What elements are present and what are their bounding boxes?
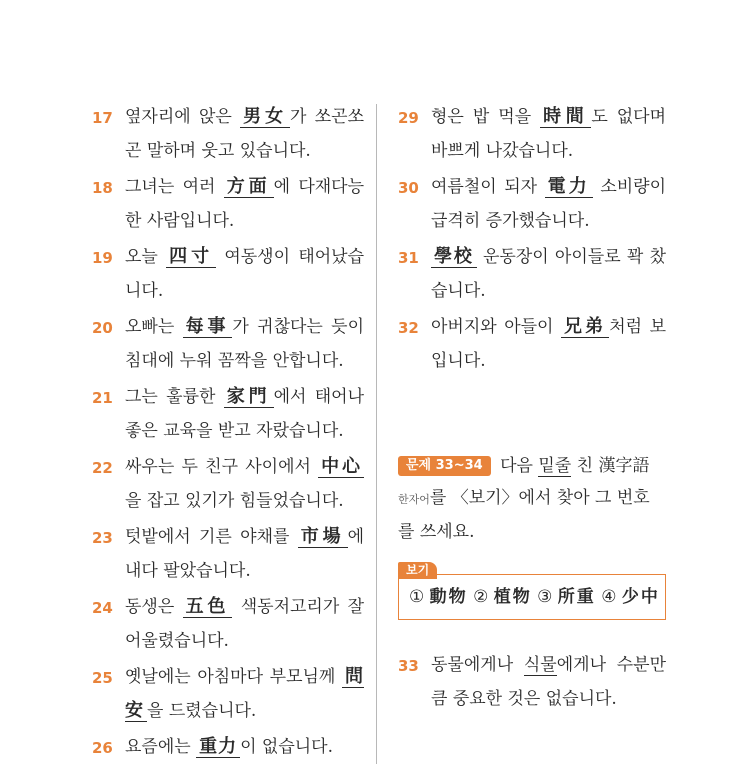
underline-word: 밑줄 — [538, 456, 572, 476]
hanja-word: 方面 — [224, 176, 274, 198]
question-number: 26 — [92, 739, 113, 757]
hanja-word: 市場 — [298, 526, 348, 548]
question-29 — [398, 100, 666, 168]
instruction: 문제 33~34 다음 밑줄 친 漢字語 한자어를 〈보기〉에서 찾아 그 번호를 쓰세요. — [398, 456, 650, 542]
question-number: 17 — [92, 109, 113, 127]
hanja-word: 兄弟 — [561, 316, 609, 338]
column-divider — [376, 104, 377, 764]
example-box — [398, 563, 666, 620]
option-3: ③ 所重 — [537, 587, 596, 607]
hanja-word: 男女 — [240, 106, 290, 128]
question-text: 學校 운동장이 아이들로 꽉 찼습니다. — [431, 246, 666, 301]
question-number: 32 — [398, 319, 419, 337]
question-18 — [92, 170, 364, 238]
question-number: 25 — [92, 669, 113, 687]
question-text: 텃밭에서 기른 야채를 市場 에 내다 팔았습니다. — [125, 526, 365, 581]
question-30 — [398, 170, 666, 238]
question-number: 20 — [92, 319, 113, 337]
left-question-list — [92, 100, 364, 764]
hanja-word: 學校 — [431, 246, 477, 268]
hanja-word: 中心 — [318, 456, 364, 478]
example-options — [398, 574, 666, 620]
hanja-reading: 한자어 — [398, 493, 430, 506]
example-tag: 보기 — [398, 562, 437, 579]
question-number: 30 — [398, 179, 419, 197]
question-number: 21 — [92, 389, 113, 407]
question-text: 오빠는 每事 가 귀찮다는 듯이 침대에 누워 꼼짝을 안합니다. — [125, 316, 365, 371]
question-24 — [92, 590, 364, 658]
question-text: 요즘에는 重力 이 없습니다. — [125, 736, 334, 757]
question-number: 23 — [92, 529, 113, 547]
question-17 — [92, 100, 364, 168]
question-23 — [92, 520, 364, 588]
question-text: 여름철이 되자 電力 소비량이 급격히 증가했습니다. — [431, 176, 667, 231]
question-text: 옛날에는 아침마다 부모님께 問安 을 드렸습니다. — [125, 666, 364, 721]
question-number: 19 — [92, 249, 113, 267]
question-text: 오늘 四寸 여동생이 태어났습니다. — [125, 246, 365, 301]
problem-badge: 문제 33~34 — [398, 456, 491, 476]
question-text: 동물에게나 식물에게나 수분만큼 중요한 것은 없습니다. — [431, 655, 666, 709]
hanja-word: 電力 — [545, 176, 593, 198]
hanja-word: 五色 — [183, 596, 233, 618]
question-text: 옆자리에 앉은 男女 가 쏘곤쏘곤 말하며 웃고 있습니다. — [125, 106, 365, 161]
question-number: 18 — [92, 179, 113, 197]
question-33 — [398, 648, 666, 716]
underlined-word: 식물 — [523, 655, 557, 675]
hanja-word: 問安 — [125, 666, 364, 721]
question-26 — [92, 730, 364, 764]
hanja-word: 每事 — [183, 316, 233, 338]
hanja-word: 四寸 — [166, 246, 216, 268]
question-number: 33 — [398, 657, 419, 675]
hanja-word: 時間 — [540, 106, 591, 128]
question-number: 29 — [398, 109, 419, 127]
question-number: 31 — [398, 249, 419, 267]
question-number: 24 — [92, 599, 113, 617]
question-text: 동생은 五色 색동저고리가 잘 어울렸습니다. — [125, 596, 365, 651]
option-4: ④ 少中 — [601, 587, 660, 607]
right-column — [398, 100, 666, 716]
question-20 — [92, 310, 364, 378]
option-1: ① 動物 — [409, 587, 468, 607]
option-2: ② 植物 — [473, 587, 532, 607]
left-column — [92, 100, 364, 766]
question-32 — [398, 310, 666, 378]
question-text: 아버지와 아들이 兄弟 처럼 보입니다. — [431, 316, 667, 371]
question-21 — [92, 380, 364, 448]
question-text: 그는 훌륭한 家門 에서 태어나 좋은 교육을 받고 자랐습니다. — [125, 386, 365, 441]
question-number: 22 — [92, 459, 113, 477]
question-25 — [92, 660, 364, 728]
hanja-word: 家門 — [224, 386, 274, 408]
question-text: 싸우는 두 친구 사이에서 中心을 잡고 있기가 힘들었습니다. — [125, 450, 364, 518]
question-text: 형은 밥 먹을 時間 도 없다며 바쁘게 나갔습니다. — [431, 106, 667, 161]
question-22 — [92, 450, 364, 518]
hanja-word: 重力 — [196, 736, 240, 758]
question-text: 그녀는 여러 方面 에 다재다능한 사람입니다. — [125, 176, 365, 231]
right-question-list — [398, 100, 666, 378]
question-19 — [92, 240, 364, 308]
question-31 — [398, 240, 666, 308]
